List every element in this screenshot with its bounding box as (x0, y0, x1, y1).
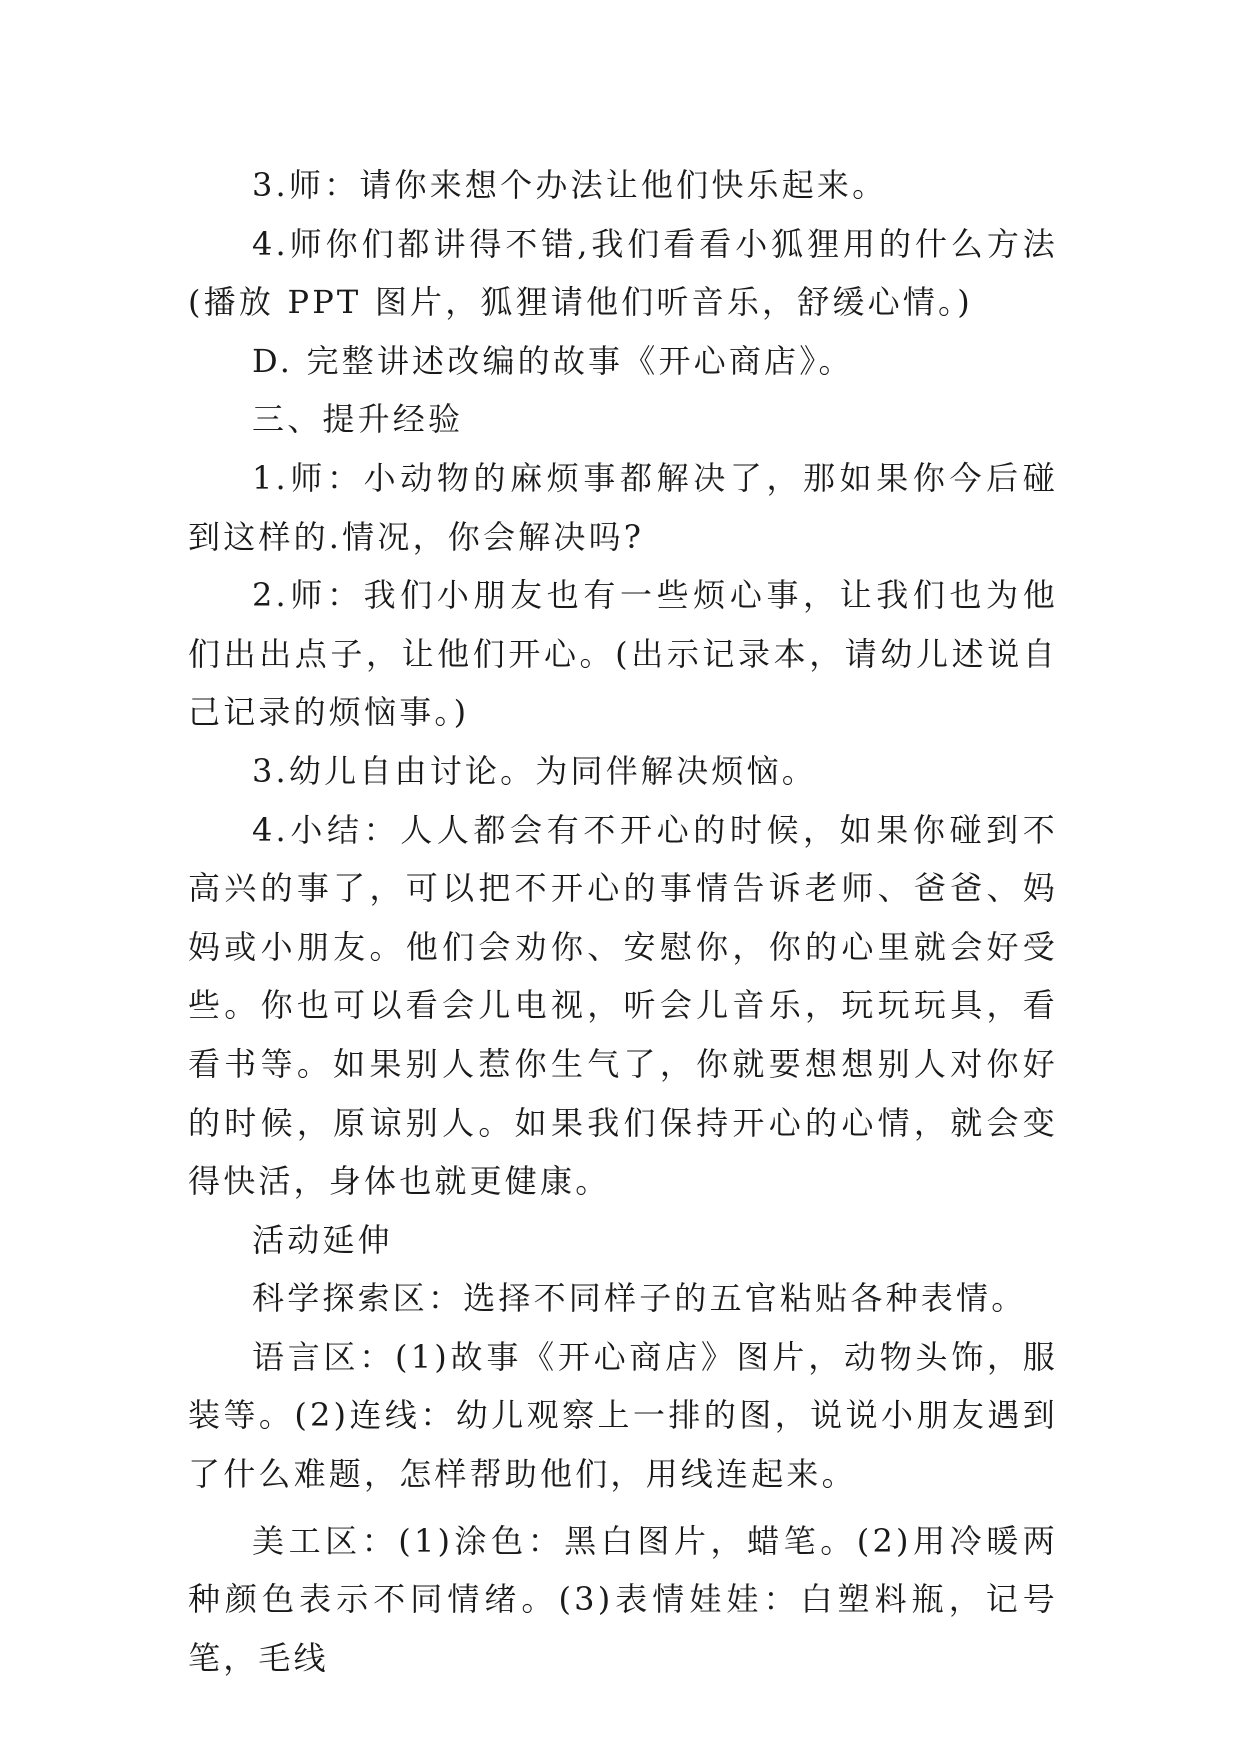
paragraph-12: 美工区：(1)涂色：黑白图片，蜡笔。(2)用冷暖两种颜色表示不同情绪。(3)表情娃娃：白塑料瓶，记号笔，毛线 (188, 1521, 1058, 1677)
paragraph-7: 3.幼儿自由讨论。为同伴解决烦恼。 (252, 751, 817, 790)
paragraph-8: 4.小结：人人都会有不开心的时候，如果你碰到不高兴的事了，可以把不开心的事情告诉老师、爸爸、妈妈或小朋友。他们会劝你、安慰你，你的心里就会好受些。你也可以看会儿电视，听会儿音乐，玩玩玩具，看看书等。如果别人惹你生气了，你就要想想别人对你好的时候，原谅别人。如果我们保持开心的心情，就会变得快活，身体也就更健康。 (188, 810, 1058, 1201)
paragraph-3: D. 完整讲述改编的故事《开心商店》。 (252, 341, 854, 380)
paragraph-1: 3.师：请你来想个办法让他们快乐起来。 (252, 166, 888, 204)
paragraph-6: 2.师：我们小朋友也有一些烦心事，让我们也为他们出出点子，让他们开心。(出示记录本，请幼儿述说自己记录的烦恼事。) (188, 576, 1058, 732)
section-heading: 三、提升经验 (252, 400, 464, 439)
section-heading-extension: 活动延伸 (252, 1220, 393, 1259)
paragraph-11: 语言区：(1)故事《开心商店》图片，动物头饰，服装等。(2)连线：幼儿观察上一排的图，说说小朋友遇到了什么难题，怎样帮助他们，用线连起来。 (188, 1337, 1058, 1494)
paragraph-10: 科学探索区：选择不同样子的五官粘贴各种表情。 (252, 1279, 1027, 1318)
paragraph-5: 1.师：小动物的麻烦事都解决了，那如果你今后碰到这样的.情况，你会解决吗? (188, 458, 1058, 556)
paragraph-2: 4.师你们都讲得不错,我们看看小狐狸用的什么方法(播放 PPT 图片，狐狸请他们听音乐，舒缓心情。) (188, 224, 1058, 322)
document-body (188, 156, 1058, 1687)
